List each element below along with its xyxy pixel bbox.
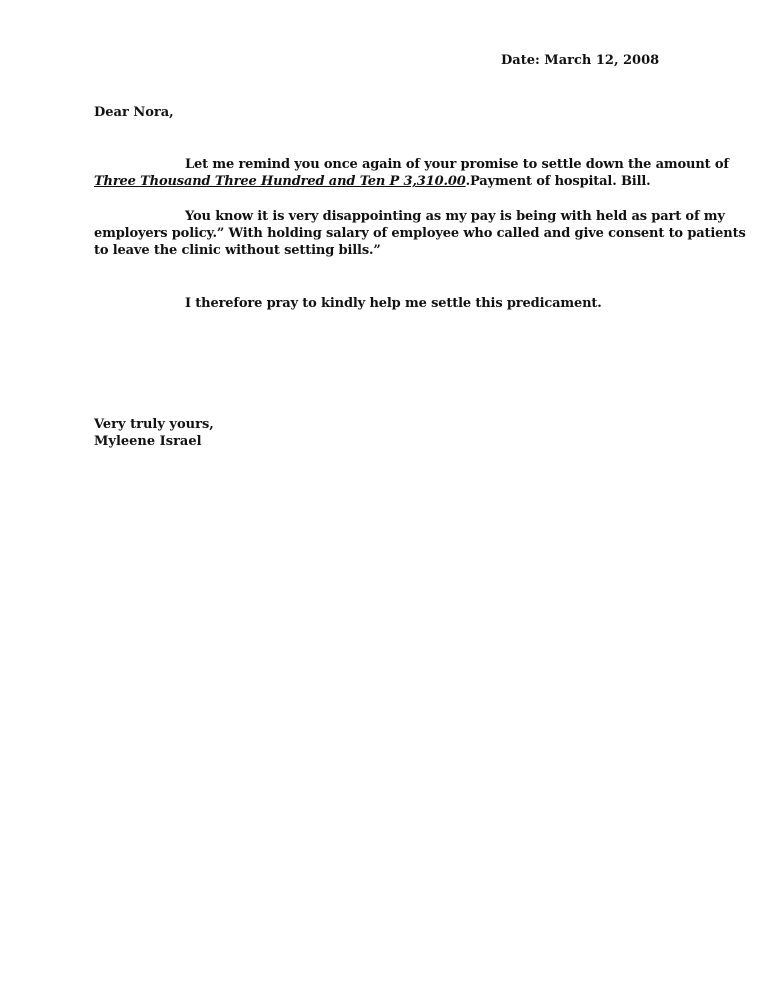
paragraph-request-line-1: I therefore pray to kindly help me settle this predicament. (185, 296, 602, 311)
paragraph-reminder (94, 156, 729, 190)
paragraph-disappointment (94, 208, 746, 259)
amount-description: .Payment of hospital. Bill. (465, 174, 651, 189)
salutation: Dear Nora, (94, 105, 174, 120)
amount-due: Three Thousand Three Hundred and Ten P 3,310.00 (94, 174, 466, 189)
closing: Very truly yours, (94, 417, 214, 432)
paragraph-disappointment-line-1: You know it is very disappointing as my pay is being with held as part of my (185, 209, 725, 224)
signature-name: Myleene Israel (94, 434, 202, 449)
paragraph-reminder-line-1: Let me remind you once again of your promise to settle down the amount of (185, 157, 729, 172)
paragraph-disappointment-line-2: employers policy.” With holding salary of employee who called and give consent to patients (94, 226, 746, 241)
paragraph-disappointment-line-3: to leave the clinic without setting bills.” (94, 243, 381, 258)
paragraph-request (94, 295, 694, 312)
letter-date: Date: March 12, 2008 (501, 53, 660, 68)
paragraph-reminder-line-2 (94, 173, 694, 190)
